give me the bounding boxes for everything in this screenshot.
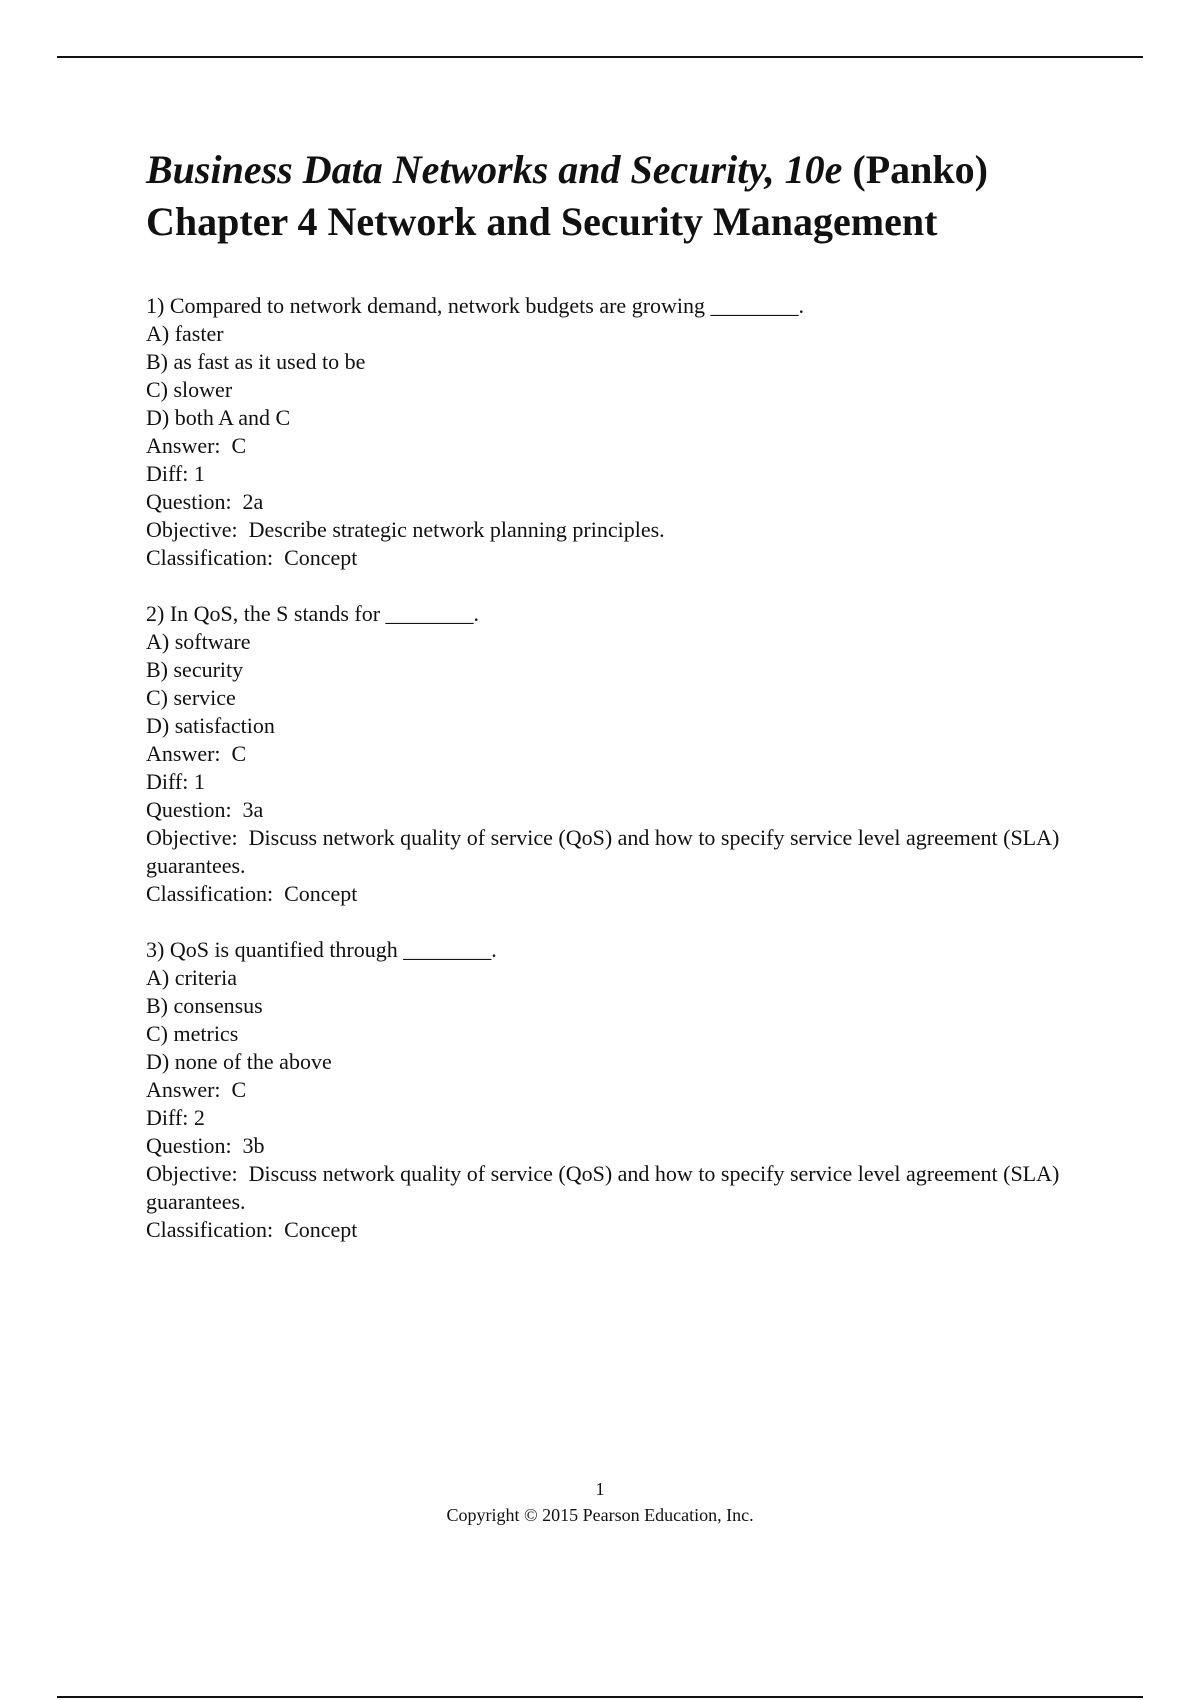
question-item <box>146 600 1096 908</box>
answer-option: C) metrics <box>146 1021 239 1046</box>
answer-key: Answer: C <box>146 1077 247 1102</box>
chapter-title: Chapter 4 Network and Security Management <box>146 199 938 244</box>
bottom-rule <box>57 1696 1143 1698</box>
answer-option: A) software <box>146 629 251 654</box>
difficulty: Diff: 1 <box>146 769 205 794</box>
question-stem: 2) In QoS, the S stands for ________. <box>146 601 480 626</box>
answer-option: D) both A and C <box>146 405 291 430</box>
page-number: 1 <box>595 1479 605 1499</box>
answer-option: D) none of the above <box>146 1049 332 1074</box>
page-footer <box>0 1476 1200 1528</box>
question-ref: Question: 3b <box>146 1133 265 1158</box>
difficulty: Diff: 1 <box>146 461 205 486</box>
document-page <box>146 144 1096 1272</box>
classification: Classification: Concept <box>146 1217 358 1242</box>
question-stem: 1) Compared to network demand, network budgets are growing ________. <box>146 293 805 318</box>
classification: Classification: Concept <box>146 545 358 570</box>
objective: Objective: Describe strategic network planning principles. <box>146 517 665 542</box>
document-title <box>146 144 1096 248</box>
question-list <box>146 292 1096 1244</box>
question-item <box>146 292 1096 572</box>
question-ref: Question: 3a <box>146 797 264 822</box>
classification: Classification: Concept <box>146 881 358 906</box>
answer-option: B) consensus <box>146 993 263 1018</box>
answer-option: A) criteria <box>146 965 237 990</box>
book-title: Business Data Networks and Security, 10e <box>146 147 843 192</box>
question-ref: Question: 2a <box>146 489 264 514</box>
copyright-notice: Copyright © 2015 Pearson Education, Inc. <box>446 1505 754 1525</box>
answer-option: C) service <box>146 685 236 710</box>
answer-option: B) security <box>146 657 244 682</box>
answer-key: Answer: C <box>146 741 247 766</box>
answer-option: B) as fast as it used to be <box>146 349 366 374</box>
author-name: (Panko) <box>852 147 988 192</box>
answer-key: Answer: C <box>146 433 247 458</box>
answer-option: D) satisfaction <box>146 713 275 738</box>
objective: Objective: Discuss network quality of service (QoS) and how to specify service level agreement (SLA) guarantees. <box>146 825 1065 878</box>
answer-option: A) faster <box>146 321 224 346</box>
question-item <box>146 936 1096 1244</box>
objective: Objective: Discuss network quality of service (QoS) and how to specify service level agreement (SLA) guarantees. <box>146 1161 1065 1214</box>
difficulty: Diff: 2 <box>146 1105 205 1130</box>
top-rule <box>57 56 1143 58</box>
answer-option: C) slower <box>146 377 233 402</box>
question-stem: 3) QoS is quantified through ________. <box>146 937 497 962</box>
